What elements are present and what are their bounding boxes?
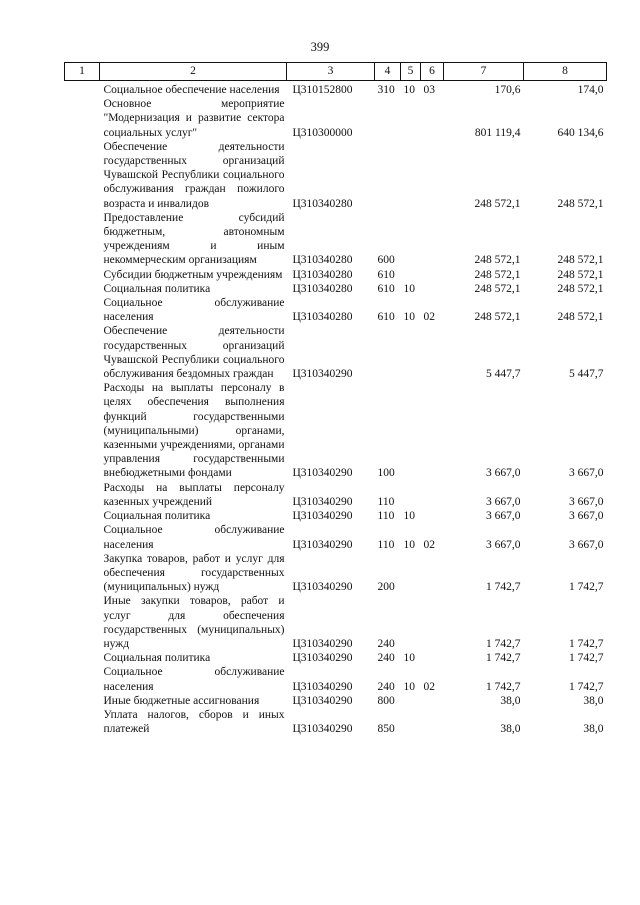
- amount-year-1: 3 667,0: [486, 495, 521, 508]
- section: [401, 211, 421, 268]
- amount-year-1: 38,0: [500, 694, 521, 707]
- table-row: [65, 381, 607, 480]
- amount-year-1: 38,0: [500, 723, 521, 736]
- row-name: Социальная политика: [103, 652, 211, 665]
- subsection: [421, 211, 444, 268]
- subsection: [421, 140, 444, 211]
- row-index: [65, 296, 100, 324]
- amount-year-1: 3 667,0: [486, 510, 521, 523]
- table-row: [65, 694, 607, 708]
- row-index: [65, 708, 100, 736]
- expense-type: 800: [377, 694, 395, 707]
- table-row: [65, 552, 607, 595]
- amount-year-2: 3 667,0: [569, 495, 604, 508]
- amount-year-2: 640 134,6: [557, 126, 604, 139]
- section: [401, 324, 421, 381]
- row-name: Социальная политика: [103, 282, 211, 295]
- expense-type: 610: [377, 311, 395, 324]
- header-col-5: 5: [401, 63, 421, 81]
- row-name: Предоставление субсидий бюджетным, автономным учреждениям и иным некоммерческим организациям: [103, 211, 285, 267]
- row-index: [65, 481, 100, 509]
- row-index: [65, 694, 100, 708]
- section: [401, 140, 421, 211]
- row-name: Субсидии бюджетным учреждениям: [103, 268, 283, 281]
- subsection: [421, 97, 444, 140]
- expense-type: 240: [377, 652, 395, 665]
- row-index: [65, 381, 100, 480]
- target-code: Ц310340290: [292, 467, 353, 480]
- header-col-8: 8: [524, 63, 607, 81]
- target-code: Ц310340280: [292, 268, 353, 281]
- amount-year-2: 38,0: [583, 694, 604, 707]
- row-index: [65, 665, 100, 693]
- target-code: Ц310340280: [292, 311, 353, 324]
- row-index: [65, 509, 100, 523]
- expense-type: 850: [377, 723, 395, 736]
- header-col-2: 2: [100, 63, 287, 81]
- row-name: Обеспечение деятельности государственных организаций Чувашской Республики социального обслуживания бездомных граждан: [103, 325, 285, 381]
- section: 10: [403, 652, 415, 665]
- amount-year-2: 5 447,7: [569, 368, 604, 381]
- section: [401, 268, 421, 282]
- section: 10: [403, 311, 415, 324]
- amount-year-2: 1 742,7: [569, 581, 604, 594]
- target-code: Ц310340290: [292, 694, 353, 707]
- header-col-4: 4: [375, 63, 401, 81]
- table-row: [65, 481, 607, 509]
- subsection: 02: [423, 311, 435, 324]
- row-index: [65, 552, 100, 595]
- amount-year-2: 248 572,1: [557, 197, 604, 210]
- section: [401, 552, 421, 595]
- section: [401, 594, 421, 651]
- table-row: [65, 296, 607, 324]
- target-code: Ц310340290: [292, 581, 353, 594]
- table-row: [65, 509, 607, 523]
- amount-year-1: 1 742,7: [486, 680, 521, 693]
- row-name: Уплата налогов, сборов и иных платежей: [103, 708, 285, 736]
- subsection: [421, 651, 444, 665]
- table-row: [65, 140, 607, 211]
- row-index: [65, 594, 100, 651]
- target-code: Ц310340290: [292, 495, 353, 508]
- budget-table: [64, 62, 607, 736]
- subsection: [421, 694, 444, 708]
- row-name: Социальная политика: [103, 510, 211, 523]
- target-code: Ц310340290: [292, 368, 353, 381]
- subsection: [421, 381, 444, 480]
- subsection: [421, 481, 444, 509]
- section: [401, 694, 421, 708]
- table-row: [65, 268, 607, 282]
- expense-type: 610: [377, 282, 395, 295]
- amount-year-1: 248 572,1: [474, 268, 521, 281]
- table-row: [65, 594, 607, 651]
- amount-year-2: 248 572,1: [557, 311, 604, 324]
- row-index: [65, 651, 100, 665]
- page-number: 399: [310, 40, 330, 54]
- row-name: Расходы на выплаты персоналу в целях обеспечения выполнения функций государственными (муниципальными) органами, казенными учреждениями, органами управления государственными внебюджетными фондами: [103, 382, 285, 480]
- expense-type: 110: [377, 495, 395, 508]
- table-row: [65, 81, 607, 98]
- row-index: [65, 140, 100, 211]
- row-index: [65, 324, 100, 381]
- subsection: [421, 282, 444, 296]
- target-code: Ц310300000: [292, 126, 353, 139]
- subsection: 02: [423, 680, 435, 693]
- row-name: Расходы на выплаты персоналу казенных учреждений: [103, 481, 285, 508]
- target-code: Ц310340280: [292, 282, 353, 295]
- amount-year-1: 248 572,1: [474, 282, 521, 295]
- section: [401, 708, 421, 736]
- expense-type: 100: [377, 467, 395, 480]
- table-row: [65, 97, 607, 140]
- expense-type: 610: [377, 268, 395, 281]
- expense-type: 200: [377, 581, 395, 594]
- target-code: Ц310340280: [292, 197, 353, 210]
- expense-type: 240: [377, 680, 395, 693]
- row-index: [65, 97, 100, 140]
- amount-year-2: 3 667,0: [569, 510, 604, 523]
- amount-year-1: 248 572,1: [474, 311, 521, 324]
- amount-year-2: 1 742,7: [569, 680, 604, 693]
- amount-year-1: 248 572,1: [474, 254, 521, 267]
- amount-year-2: 248 572,1: [557, 268, 604, 281]
- amount-year-2: 3 667,0: [569, 467, 604, 480]
- row-index: [65, 211, 100, 268]
- section: [401, 381, 421, 480]
- expense-type: [375, 97, 401, 140]
- row-name: Социальное обслуживание населения: [103, 524, 285, 551]
- target-code: Ц310152800: [292, 84, 353, 96]
- amount-year-2: 248 572,1: [557, 282, 604, 295]
- row-name: Социальное обслуживание населения: [103, 297, 285, 324]
- subsection: 03: [423, 84, 435, 96]
- row-name: Обеспечение деятельности государственных организаций Чувашской Республики социального обслуживания граждан пожилого возраста и инвалидов: [103, 140, 285, 210]
- target-code: Ц310340290: [292, 680, 353, 693]
- subsection: [421, 594, 444, 651]
- target-code: Ц310340280: [292, 254, 353, 267]
- amount-year-1: 1 742,7: [486, 637, 521, 650]
- table-row: [65, 324, 607, 381]
- table-row: [65, 282, 607, 296]
- expense-type: 240: [377, 637, 395, 650]
- row-name: Иные закупки товаров, работ и услуг для обеспечения государственных (муниципальных) нужд: [103, 595, 285, 650]
- row-name: Основное мероприятие "Модернизация и развитие сектора социальных услуг": [103, 98, 285, 139]
- header-col-7: 7: [444, 63, 524, 81]
- section: 10: [403, 680, 415, 693]
- amount-year-2: 3 667,0: [569, 538, 604, 551]
- table-row: [65, 523, 607, 551]
- amount-year-1: 3 667,0: [486, 538, 521, 551]
- row-index: [65, 282, 100, 296]
- amount-year-1: 170,6: [494, 84, 521, 96]
- amount-year-1: 1 742,7: [486, 581, 521, 594]
- expense-type: 110: [377, 538, 395, 551]
- target-code: Ц310340290: [292, 723, 353, 736]
- expense-type: 600: [377, 254, 395, 267]
- amount-year-2: 38,0: [583, 723, 604, 736]
- table-row: [65, 651, 607, 665]
- row-name: Закупка товаров, работ и услуг для обеспечения государственных (муниципальных) нужд: [103, 552, 285, 594]
- subsection: [421, 509, 444, 523]
- header-col-6: 6: [421, 63, 444, 81]
- row-name: Иные бюджетные ассигнования: [103, 694, 260, 707]
- amount-year-1: 1 742,7: [486, 652, 521, 665]
- subsection: [421, 708, 444, 736]
- subsection: 02: [423, 538, 435, 551]
- target-code: Ц310340290: [292, 637, 353, 650]
- header-row: [65, 63, 607, 81]
- table-body: [65, 81, 607, 737]
- amount-year-1: 801 119,4: [474, 126, 521, 139]
- table-row: [65, 211, 607, 268]
- section: 10: [403, 510, 415, 523]
- amount-year-1: 3 667,0: [486, 467, 521, 480]
- row-index: [65, 523, 100, 551]
- section: 10: [403, 84, 415, 96]
- header-col-3: 3: [287, 63, 375, 81]
- subsection: [421, 268, 444, 282]
- amount-year-2: 1 742,7: [569, 637, 604, 650]
- expense-type: [375, 324, 401, 381]
- table-row: [65, 708, 607, 736]
- target-code: Ц310340290: [292, 652, 353, 665]
- row-name: Социальное обеспечение населения: [103, 84, 280, 96]
- expense-type: [375, 140, 401, 211]
- amount-year-1: 5 447,7: [486, 368, 521, 381]
- expense-type: 110: [377, 510, 395, 523]
- header-col-1: 1: [65, 63, 100, 81]
- subsection: [421, 324, 444, 381]
- amount-year-2: 248 572,1: [557, 254, 604, 267]
- table-header: [65, 63, 607, 81]
- amount-year-1: 248 572,1: [474, 197, 521, 210]
- target-code: Ц310340290: [292, 538, 353, 551]
- amount-year-2: 174,0: [577, 84, 604, 96]
- table-row: [65, 665, 607, 693]
- section: [401, 97, 421, 140]
- row-index: [65, 268, 100, 282]
- section: 10: [403, 538, 415, 551]
- target-code: Ц310340290: [292, 510, 353, 523]
- section: [401, 481, 421, 509]
- row-name: Социальное обслуживание населения: [103, 666, 285, 693]
- subsection: [421, 552, 444, 595]
- amount-year-2: 1 742,7: [569, 652, 604, 665]
- expense-type: 310: [377, 84, 395, 96]
- row-index: [65, 81, 100, 98]
- section: 10: [403, 282, 415, 295]
